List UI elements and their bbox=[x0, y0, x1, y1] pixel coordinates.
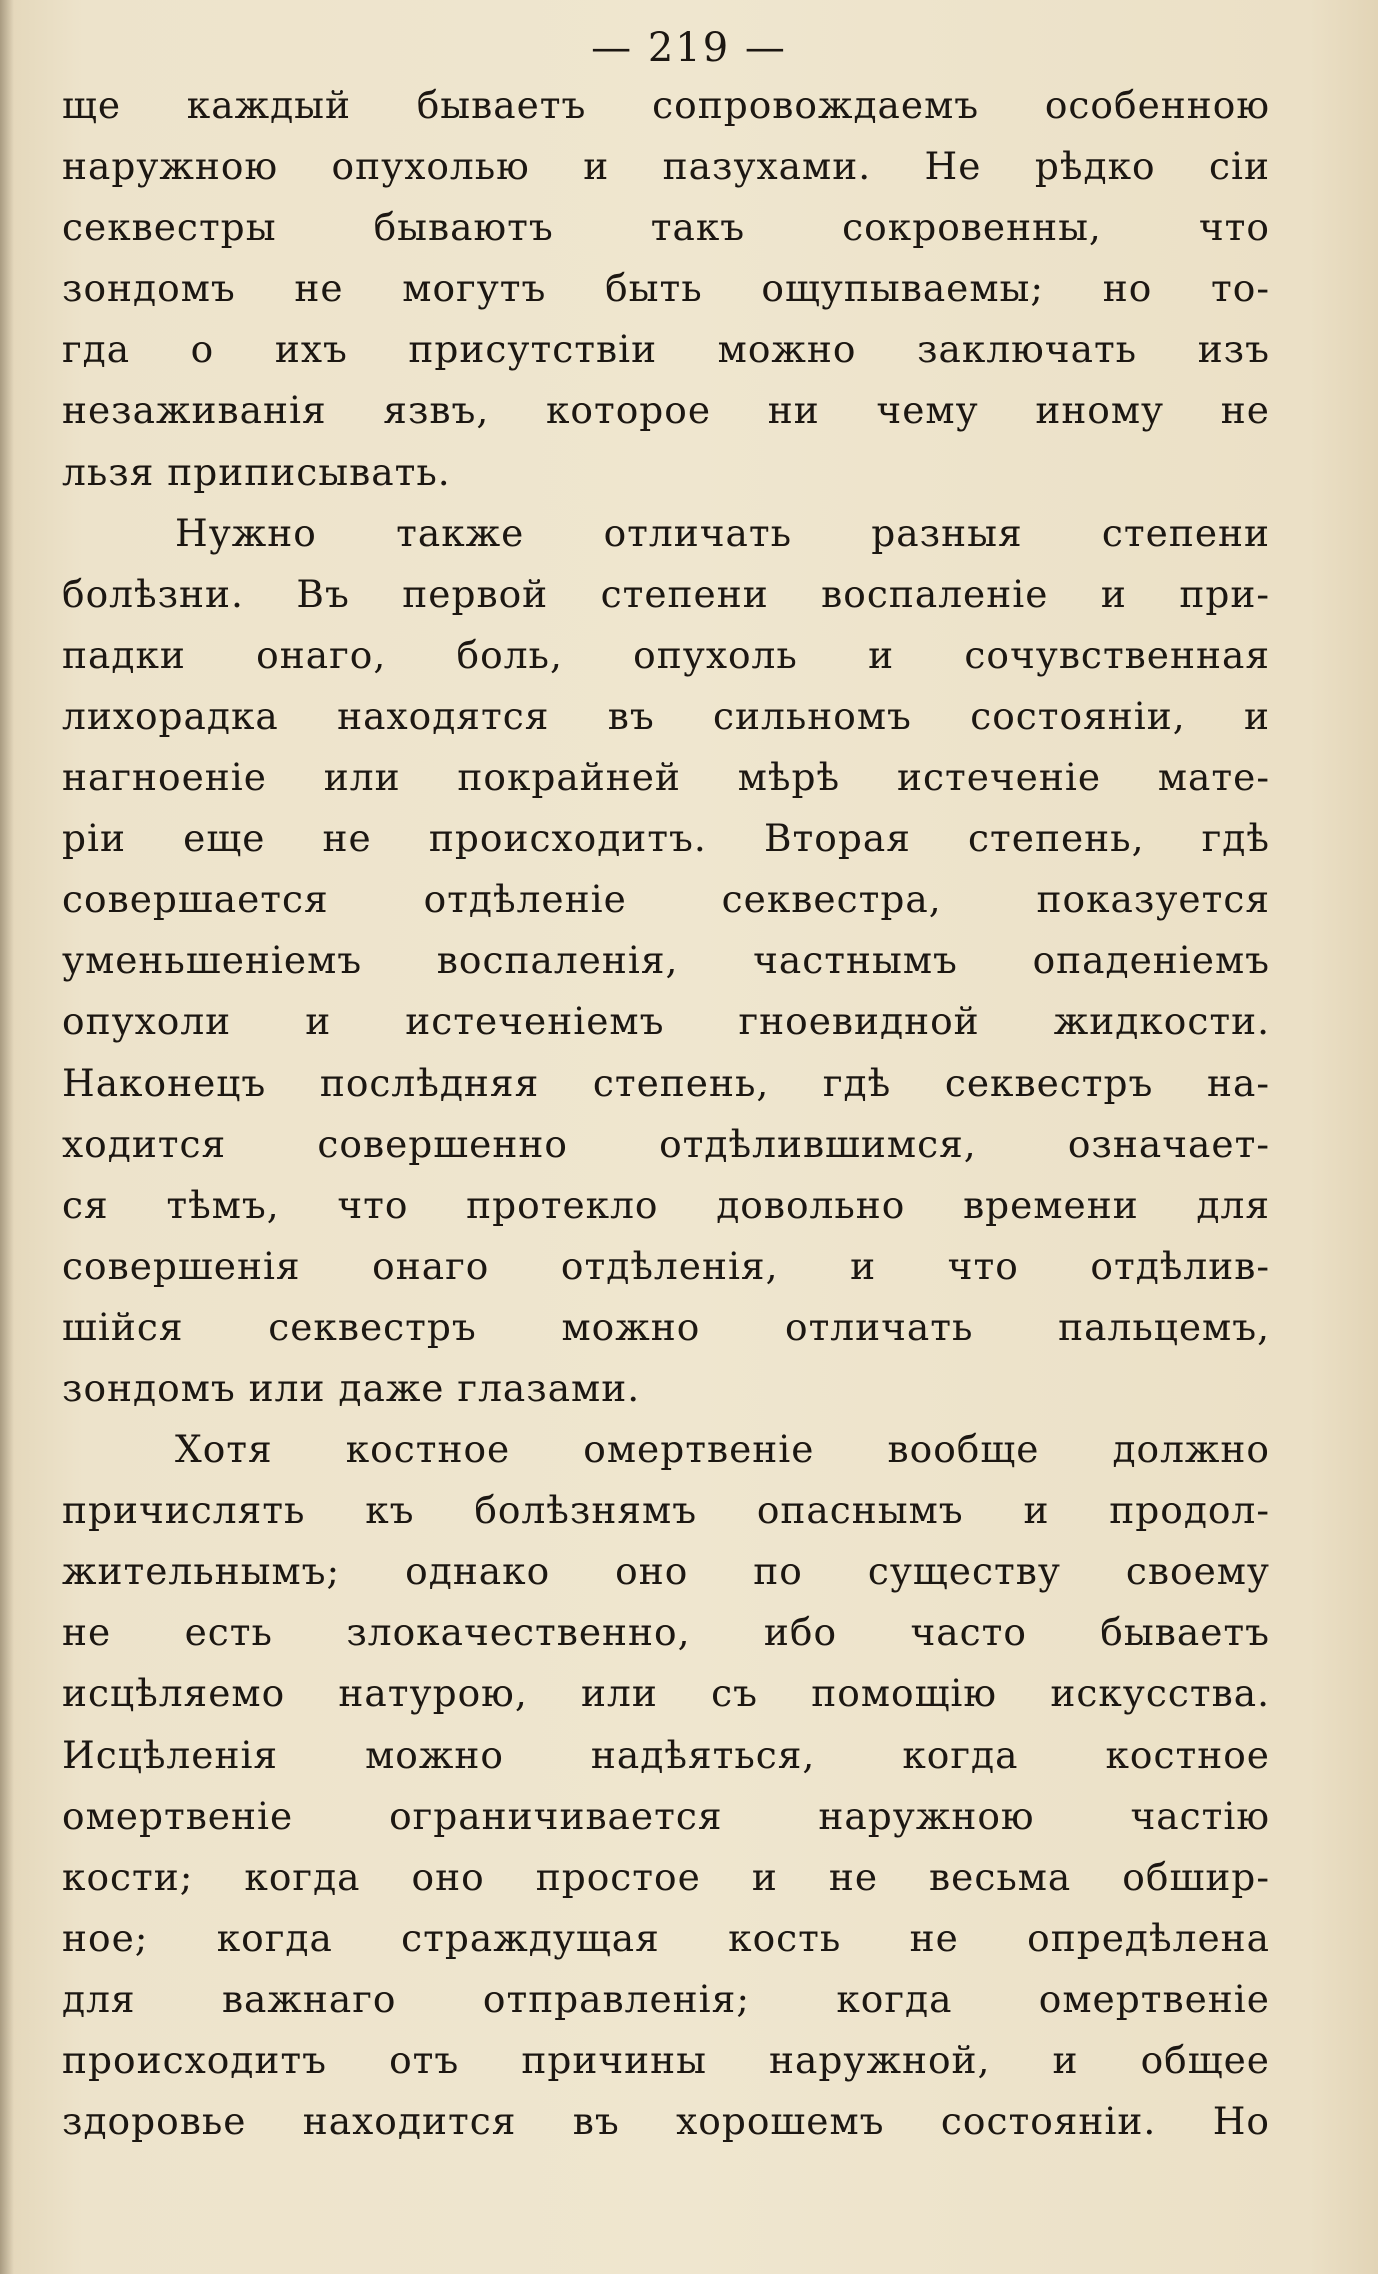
text-line: уменьшеніемъ воспаленія, частнымъ опаденіемъ bbox=[62, 938, 1270, 983]
text-line: зондомъ не могутъ быть ощупываемы; но то- bbox=[62, 266, 1270, 311]
text-line: шійся секвестръ можно отличать пальцемъ, bbox=[62, 1304, 1270, 1349]
text-line: происходитъ отъ причины наружной, и общее bbox=[62, 2038, 1270, 2082]
text-line: лихорадка находятся въ сильномъ состояніи, и bbox=[62, 693, 1270, 738]
paragraph-start-line: Нужно также отличать разныя степени bbox=[175, 510, 1270, 555]
text-line: здоровье находится въ хорошемъ состояніи. Но bbox=[62, 2099, 1270, 2144]
text-line: Исцѣленія можно надѣяться, когда костное bbox=[62, 1732, 1270, 1777]
text-line: ще каждый бываетъ сопровождаемъ особенною bbox=[62, 83, 1270, 127]
text-line: ходится совершенно отдѣлившимся, означает- bbox=[62, 1121, 1270, 1166]
page-number: — 219 — bbox=[591, 25, 787, 71]
text-line: совершается отдѣленіе секвестра, показуется bbox=[62, 877, 1270, 922]
text-line: ся тѣмъ, что протекло довольно времени для bbox=[62, 1182, 1270, 1227]
text-line: Наконецъ послѣдняя степень, гдѣ секвестръ на- bbox=[62, 1060, 1270, 1105]
paragraph-start-line: Хотя костное омертвеніе вообще должно bbox=[175, 1427, 1270, 1472]
text-line: нагноеніе или покрайней мѣрѣ истеченіе мате- bbox=[62, 755, 1270, 800]
text-line: причислять къ болѣзнямъ опаснымъ и продол- bbox=[62, 1488, 1270, 1533]
text-line: падки онаго, боль, опухоль и сочувственная bbox=[62, 632, 1270, 677]
text-line: опухоли и истеченіемъ гноевидной жидкости. bbox=[62, 999, 1270, 1044]
text-line: секвестры бываютъ такъ сокровенны, что bbox=[62, 205, 1270, 250]
text-line: ное; когда страждущая кость не опредѣлена bbox=[62, 1915, 1270, 1960]
text-line: гда о ихъ присутствіи можно заключать изъ bbox=[62, 327, 1270, 372]
body-text bbox=[62, 75, 1270, 2152]
text-line: жительнымъ; однако оно по существу своему bbox=[62, 1549, 1270, 1594]
text-line: наружною опухолью и пазухами. Не рѣдко сіи bbox=[62, 144, 1270, 189]
text-line: болѣзни. Въ первой степени воспаленіе и при- bbox=[62, 571, 1270, 616]
text-line: омертвеніе ограничивается наружною частію bbox=[62, 1793, 1270, 1838]
text-line: исцѣляемо натурою, или съ помощію искусства. bbox=[62, 1671, 1270, 1716]
text-line: не есть злокачественно, ибо часто бываетъ bbox=[62, 1610, 1270, 1655]
text-line: незаживанія язвъ, которое ни чему иному не bbox=[62, 388, 1270, 433]
paragraph-end-line: льзя приписывать. bbox=[62, 449, 451, 494]
paragraph-end-line: зондомъ или даже глазами. bbox=[62, 1365, 641, 1410]
text-line: ріи еще не происходитъ. Вторая степень, гдѣ bbox=[62, 816, 1270, 861]
text-line: совершенія онаго отдѣленія, и что отдѣлив- bbox=[62, 1243, 1270, 1288]
text-line: кости; когда оно простое и не весьма обшир- bbox=[62, 1854, 1270, 1899]
text-line: для важнаго отправленія; когда омертвеніе bbox=[62, 1976, 1270, 2021]
spine-shadow bbox=[0, 0, 14, 2274]
